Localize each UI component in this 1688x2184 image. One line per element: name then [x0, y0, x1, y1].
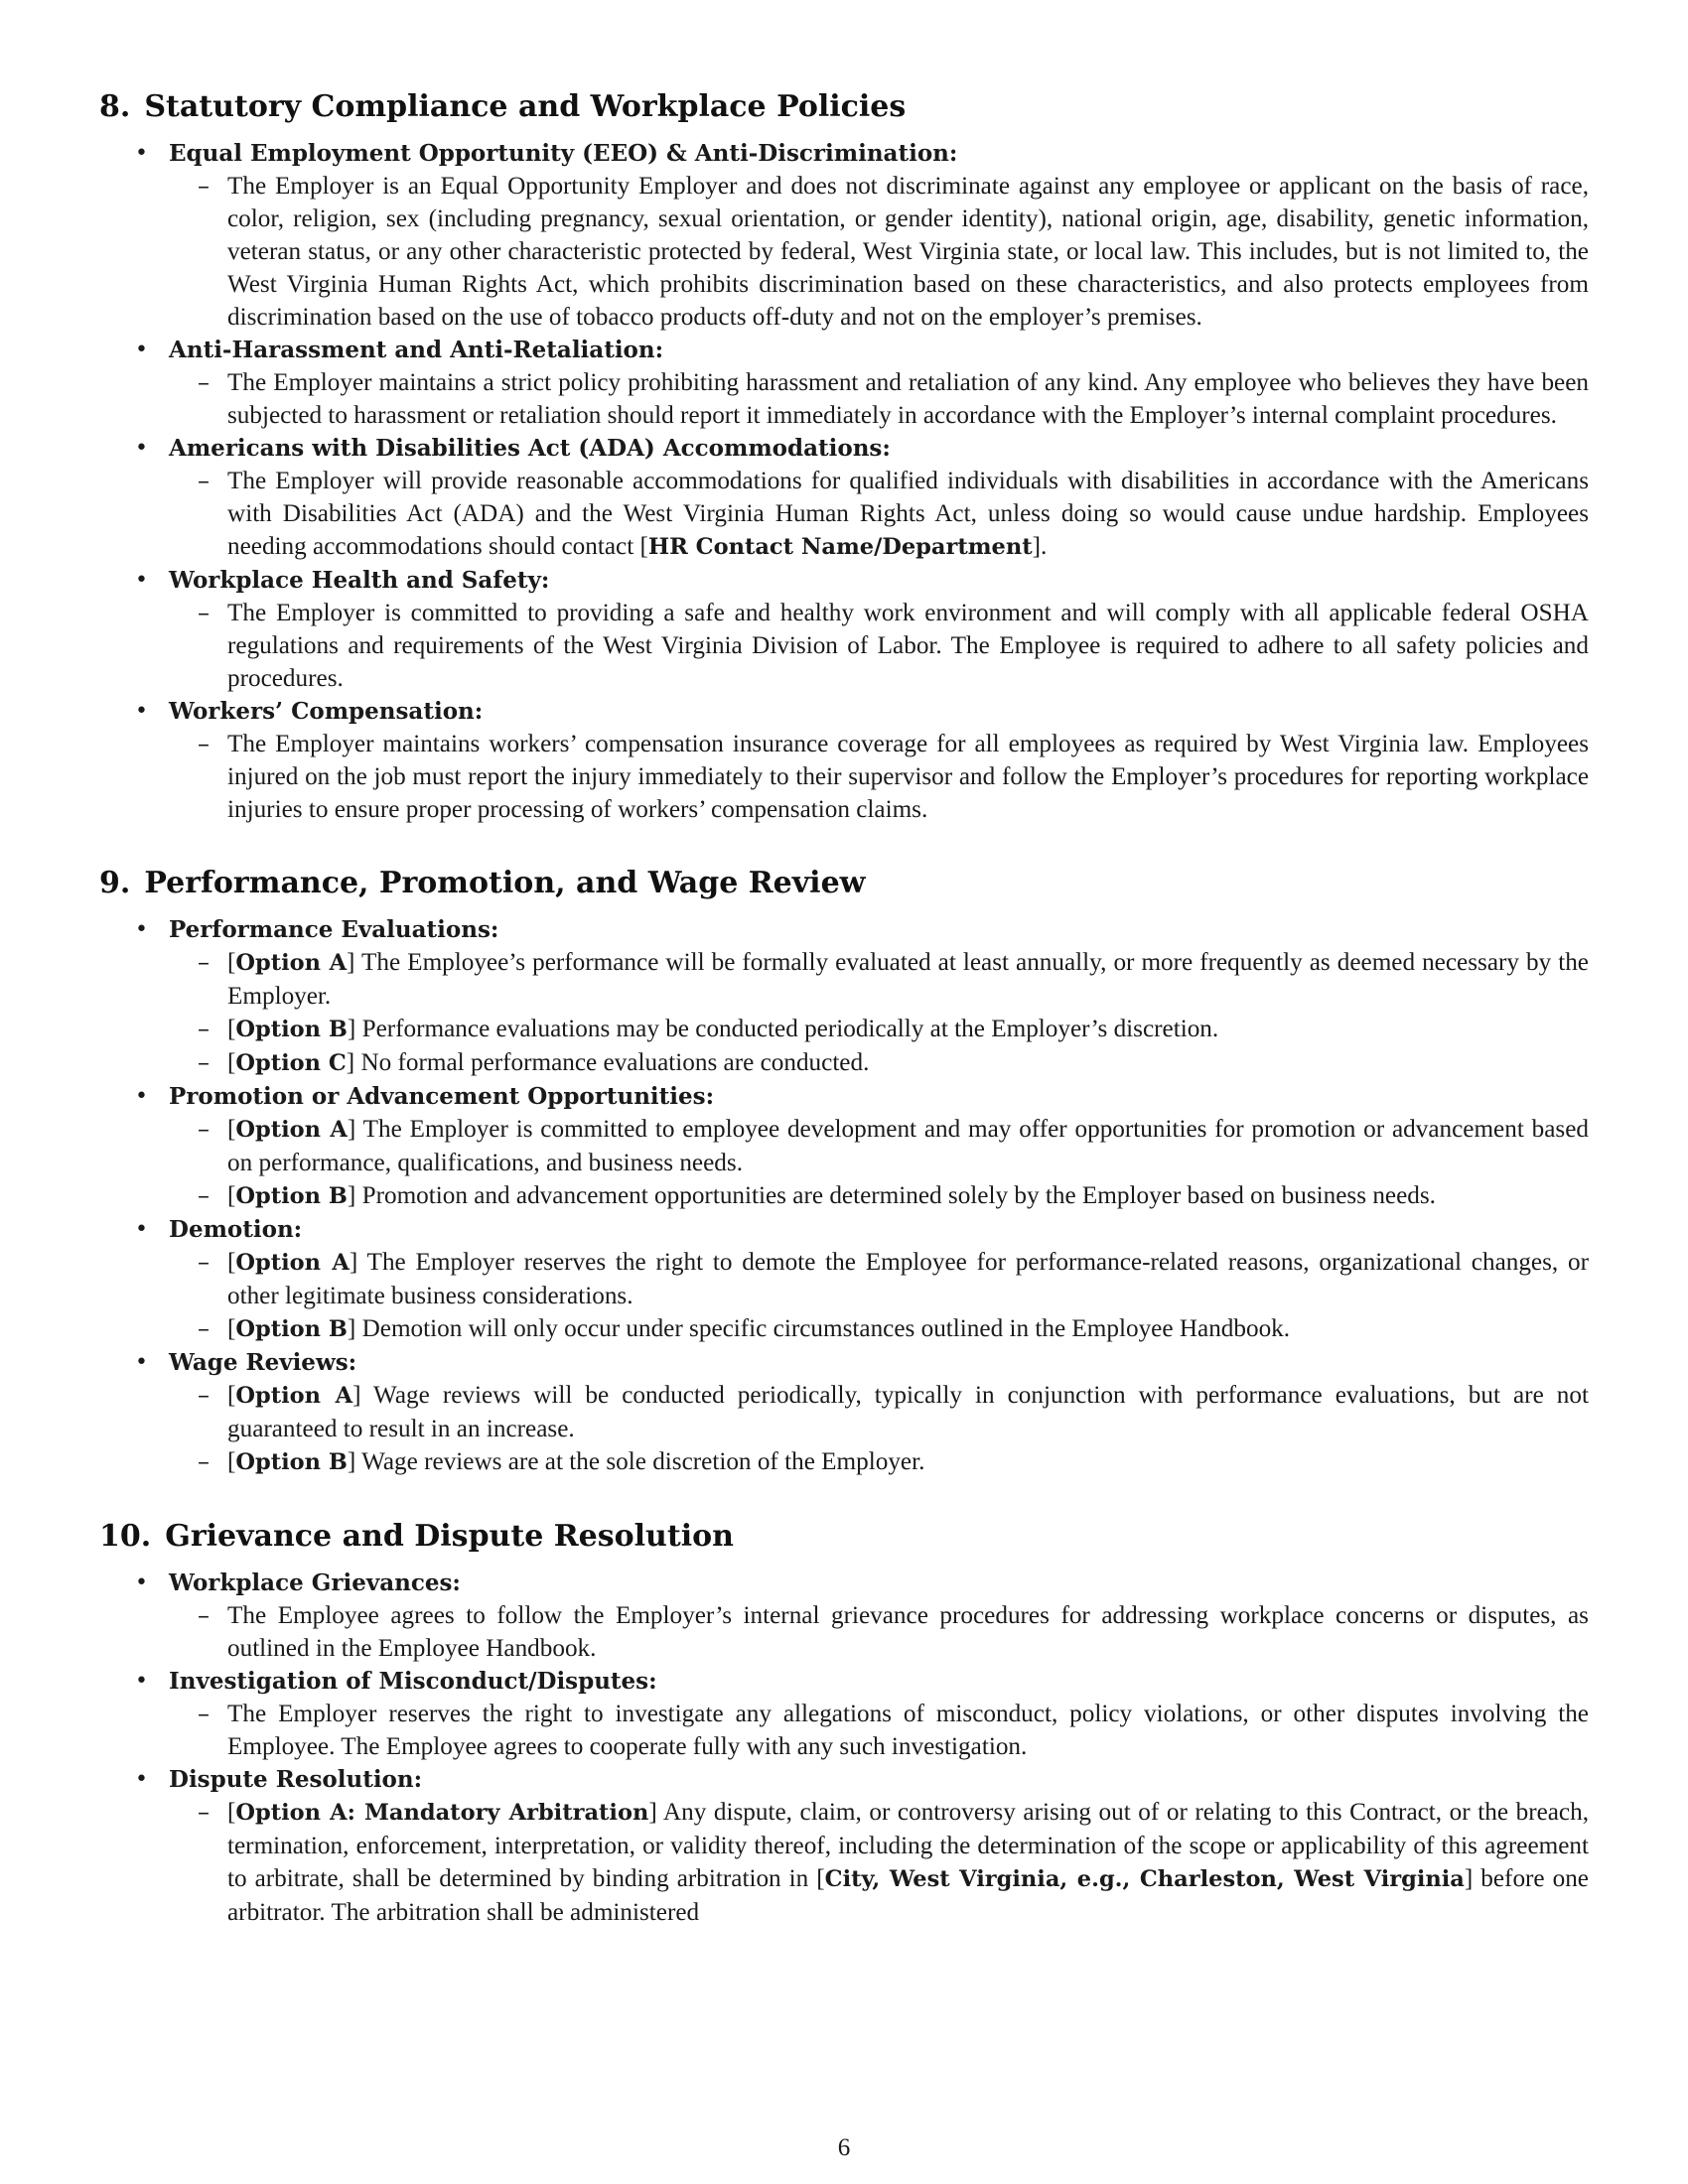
dash-icon: –: [198, 1015, 210, 1042]
dash-icon: –: [198, 948, 210, 976]
bold-term: HR Contact Name/Department: [647, 534, 1033, 560]
policy-sublist: [169, 728, 1589, 826]
policy-heading: Workplace Health and Safety:: [169, 567, 550, 594]
section-heading: [99, 87, 1589, 127]
text-run: ] Any dispute, claim, or controversy arising out of or relating to this Contract, or the breach, termination, enforcement, interpretation, or validity thereof, including the determination of the scope or applicability of this agreement to arbitrate, shall be determined by binding arbitration in [: [227, 1799, 1590, 1892]
dash-icon: –: [198, 1798, 210, 1826]
bullet-icon: •: [135, 436, 148, 461]
text-run: The Employer is an Equal Opportunity Employer and does not discriminate against any employee or applicant on the basis of race, color, religion, sex (including pregnancy, sexual orientation, or gender identity), national origin, age, disability, genetic information, veteran status, or any other characteristic protected by federal, West Virginia state, or local law. This includes, but is not limited to, the West Virginia Human Rights Act, which prohibits discrimination based on these characteristics, and also protects employees from discrimination based on the use of tobacco products off-duty and not on the employer’s premises.: [227, 173, 1589, 331]
paragraph-text: [227, 1046, 1589, 1080]
paragraph-text: [227, 1698, 1589, 1763]
paragraph-text: [227, 1445, 1589, 1479]
policy-paragraph: [169, 1445, 1589, 1479]
policy-paragraph: [169, 1312, 1589, 1346]
policy-heading: Dispute Resolution:: [169, 1766, 423, 1793]
bullet-icon: •: [135, 917, 148, 942]
paragraph-text: [227, 597, 1589, 695]
dash-icon: –: [198, 1314, 210, 1342]
policy-paragraph: [169, 366, 1589, 432]
dash-icon: –: [198, 1248, 210, 1276]
policy-list: [99, 1567, 1589, 1929]
paragraph-text: [227, 1179, 1589, 1213]
dash-icon: –: [198, 1601, 210, 1629]
policy-list: [99, 137, 1589, 826]
policy-heading: Workers’ Compensation:: [169, 698, 484, 725]
policy-item: [99, 1665, 1589, 1763]
page-number: 6: [837, 2134, 851, 2161]
dash-icon: –: [198, 1381, 210, 1409]
policy-item: [99, 1213, 1589, 1346]
dash-icon: –: [198, 599, 210, 626]
text-run: [: [227, 1016, 236, 1042]
section: [99, 87, 1589, 826]
section: [99, 864, 1589, 1479]
bullet-icon: •: [135, 1669, 148, 1694]
text-run: ] The Employer is committed to employee development and may offer opportunities for promotion or advancement based on performance, qualifications, and business needs.: [227, 1116, 1589, 1176]
section-number: 10.: [99, 1519, 152, 1554]
bullet-icon: •: [135, 1767, 148, 1792]
dash-icon: –: [198, 1700, 210, 1727]
bold-term: Option B: [235, 1183, 348, 1209]
policy-heading: Performance Evaluations:: [169, 916, 499, 943]
text-run: ] The Employer reserves the right to demote the Employee for performance-related reasons, organizational changes, or other legitimate business considerations.: [227, 1249, 1589, 1309]
policy-paragraph: [169, 1796, 1589, 1929]
policy-paragraph: [169, 465, 1589, 564]
text-run: The Employee agrees to follow the Employer’s internal grievance procedures for addressing workplace concerns or disputes, as outlined in the Employee Handbook.: [227, 1602, 1589, 1662]
policy-paragraph: [169, 1599, 1589, 1665]
policy-heading: Americans with Disabilities Act (ADA) Accommodations:: [169, 435, 891, 462]
dash-icon: –: [198, 172, 210, 200]
paragraph-text: [227, 1379, 1589, 1445]
text-run: ] before one arbitrator. The arbitration shall be administered: [227, 1865, 1589, 1926]
policy-paragraph: [169, 728, 1589, 826]
bold-term: Option B: [235, 1017, 348, 1042]
text-run: The Employer will provide reasonable accommodations for qualified individuals with disabilities in accordance with the Americans with Disabilities Act (ADA) and the West Virginia Human Rights Act, unless doing so would cause undue hardship. Employees needing accommodations should contact [: [227, 468, 1589, 560]
policy-item: [99, 1567, 1589, 1665]
policy-heading: Promotion or Advancement Opportunities:: [169, 1083, 715, 1110]
dash-icon: –: [198, 467, 210, 494]
text-run: [: [227, 949, 236, 976]
policy-sublist: [169, 1379, 1589, 1479]
policy-paragraph: [169, 597, 1589, 695]
policy-item: [99, 334, 1589, 432]
policy-item: [99, 695, 1589, 826]
paragraph-text: [227, 1113, 1589, 1179]
bullet-icon: •: [135, 1570, 148, 1595]
bullet-icon: •: [135, 1350, 148, 1375]
text-run: [: [227, 1799, 236, 1826]
policy-sublist: [169, 597, 1589, 695]
section-title: Grievance and Dispute Resolution: [165, 1519, 734, 1554]
dash-icon: –: [198, 1181, 210, 1209]
policy-paragraph: [169, 946, 1589, 1013]
text-run: The Employer maintains a strict policy prohibiting harassment and retaliation of any kind. Any employee who believes they have been subjected to harassment or retaliation should report it immediately in accordance with the Employer’s internal complaint procedures.: [227, 369, 1589, 429]
paragraph-text: [227, 728, 1589, 826]
section-number: 8.: [99, 89, 131, 124]
dash-icon: –: [198, 368, 210, 396]
text-run: ] Wage reviews will be conducted periodically, typically in conjunction with performance evaluations, but are not guaranteed to result in an increase.: [227, 1382, 1589, 1442]
paragraph-text: [227, 1599, 1589, 1665]
policy-heading: Wage Reviews:: [169, 1349, 357, 1376]
bullet-icon: •: [135, 1217, 148, 1242]
policy-sublist: [169, 1796, 1589, 1929]
policy-heading: Anti-Harassment and Anti-Retaliation:: [169, 337, 664, 363]
policy-item: [99, 1346, 1589, 1479]
text-run: ] The Employee’s performance will be formally evaluated at least annually, or more frequently as deemed necessary by the Employer.: [227, 949, 1589, 1010]
text-run: ] Wage reviews are at the sole discretion of the Employer.: [347, 1448, 925, 1475]
text-run: [: [227, 1315, 236, 1342]
section-heading: [99, 864, 1589, 903]
text-run: ].: [1032, 533, 1048, 560]
paragraph-text: [227, 465, 1589, 564]
text-run: ] No formal performance evaluations are conducted.: [346, 1049, 870, 1076]
policy-paragraph: [169, 1246, 1589, 1312]
section: [99, 1517, 1589, 1929]
bullet-icon: •: [135, 338, 148, 362]
policy-sublist: [169, 170, 1589, 334]
bullet-icon: •: [135, 1084, 148, 1109]
section-number: 9.: [99, 866, 131, 900]
text-run: [: [227, 1249, 236, 1276]
bold-term: City, West Virginia, e.g., Charleston, West Virginia: [824, 1866, 1465, 1892]
text-run: ] Promotion and advancement opportunities are determined solely by the Employer based on business needs.: [347, 1182, 1436, 1209]
policy-paragraph: [169, 1013, 1589, 1046]
paragraph-text: [227, 1312, 1589, 1346]
policy-paragraph: [169, 1379, 1589, 1445]
policy-item: [99, 137, 1589, 334]
policy-list: [99, 913, 1589, 1479]
bold-term: Option B: [235, 1316, 348, 1342]
text-run: [: [227, 1382, 236, 1409]
policy-sublist: [169, 465, 1589, 564]
bullet-icon: •: [135, 141, 148, 166]
paragraph-text: [227, 946, 1589, 1013]
policy-paragraph: [169, 170, 1589, 334]
bold-term: Option A: [235, 1383, 353, 1409]
policy-sublist: [169, 1246, 1589, 1346]
dash-icon: –: [198, 1048, 210, 1076]
bold-term: Option A: Mandatory Arbitration: [235, 1800, 649, 1826]
text-run: ] Performance evaluations may be conducted periodically at the Employer’s discretion.: [347, 1016, 1219, 1042]
policy-heading: Investigation of Misconduct/Disputes:: [169, 1668, 657, 1695]
policy-sublist: [169, 1599, 1589, 1665]
section-title: Performance, Promotion, and Wage Review: [144, 866, 866, 900]
text-run: [: [227, 1049, 236, 1076]
dash-icon: –: [198, 1447, 210, 1475]
paragraph-text: [227, 170, 1589, 334]
policy-sublist: [169, 366, 1589, 432]
document-page: [99, 87, 1589, 1967]
policy-heading: Equal Employment Opportunity (EEO) & Anti-Discrimination:: [169, 140, 958, 167]
policy-item: [99, 1763, 1589, 1929]
text-run: [: [227, 1116, 236, 1143]
policy-sublist: [169, 946, 1589, 1080]
policy-paragraph: [169, 1113, 1589, 1179]
policy-item: [99, 432, 1589, 564]
policy-sublist: [169, 1113, 1589, 1213]
bold-term: Option B: [235, 1449, 348, 1475]
policy-sublist: [169, 1698, 1589, 1763]
text-run: The Employer is committed to providing a safe and healthy work environment and will comply with all applicable federal OSHA regulations and requirements of the West Virginia Division of Labor. The Employee is required to adhere to all safety policies and procedures.: [227, 600, 1589, 692]
bullet-icon: •: [135, 568, 148, 593]
bold-term: Option A: [235, 1117, 348, 1143]
paragraph-text: [227, 1013, 1589, 1046]
policy-item: [99, 913, 1589, 1080]
text-run: [: [227, 1182, 236, 1209]
section-title: Statutory Compliance and Workplace Policies: [144, 89, 907, 124]
policy-item: [99, 564, 1589, 695]
policy-item: [99, 1080, 1589, 1213]
policy-heading: Workplace Grievances:: [169, 1570, 461, 1596]
policy-heading: Demotion:: [169, 1216, 303, 1243]
text-run: The Employer reserves the right to investigate any allegations of misconduct, policy violations, or other disputes involving the Employee. The Employee agrees to cooperate fully with any such investigation.: [227, 1701, 1589, 1760]
text-run: [: [227, 1448, 236, 1475]
policy-paragraph: [169, 1046, 1589, 1080]
bold-term: Option C: [235, 1050, 347, 1076]
bullet-icon: •: [135, 699, 148, 724]
dash-icon: –: [198, 730, 210, 757]
section-heading: [99, 1517, 1589, 1557]
dash-icon: –: [198, 1115, 210, 1143]
policy-paragraph: [169, 1179, 1589, 1213]
paragraph-text: [227, 1246, 1589, 1312]
text-run: ] Demotion will only occur under specific circumstances outlined in the Employee Handbook.: [347, 1315, 1291, 1342]
bold-term: Option A: [235, 950, 348, 976]
policy-paragraph: [169, 1698, 1589, 1763]
paragraph-text: [227, 366, 1589, 432]
bold-term: Option A: [235, 1250, 350, 1276]
paragraph-text: [227, 1796, 1589, 1929]
text-run: The Employer maintains workers’ compensation insurance coverage for all employees as required by West Virginia law. Employees injured on the job must report the injury immediately to their supervisor and follow the Employer’s procedures for reporting workplace injuries to ensure proper processing of workers’ compensation claims.: [227, 731, 1589, 823]
